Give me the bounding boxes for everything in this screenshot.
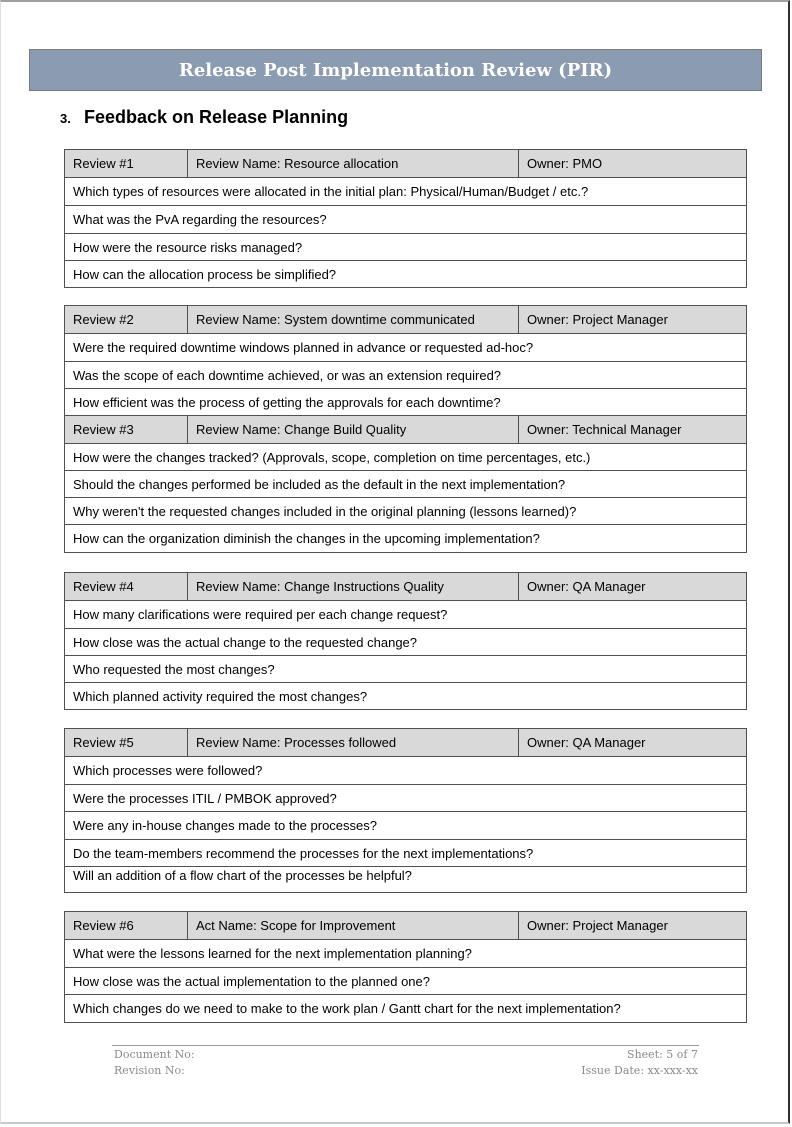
question-text: How were the resource risks managed?	[65, 234, 747, 261]
question-text: How were the changes tracked? (Approvals, scope, completion on time percentages, etc.)	[65, 444, 747, 471]
question-text: Were the required downtime windows planned in advance or requested ad-hoc?	[65, 334, 747, 362]
question-text: Which processes were followed?	[65, 757, 747, 785]
question-row	[65, 995, 747, 1023]
question-row	[65, 812, 747, 840]
document-title: Release Post Implementation Review (PIR)	[178, 59, 613, 81]
question-row	[65, 629, 747, 656]
question-text: How close was the actual change to the requested change?	[65, 629, 747, 656]
question-text: How can the allocation process be simplified?	[65, 261, 747, 288]
question-text: Was the scope of each downtime achieved, or was an extension required?	[65, 362, 747, 389]
review-id: Review #2	[65, 306, 188, 334]
question-text: What were the lessons learned for the next implementation planning?	[65, 940, 747, 968]
question-text: Should the changes performed be included as the default in the next implementation?	[65, 471, 747, 498]
review-id: Review #5	[65, 729, 188, 757]
review-name: Review Name: Processes followed	[188, 729, 519, 757]
question-text: Were any in-house changes made to the processes?	[65, 812, 747, 840]
question-row	[65, 601, 747, 629]
footer-divider	[112, 1045, 699, 1046]
review-id: Review #3	[65, 416, 188, 444]
question-row	[65, 362, 747, 389]
question-row	[65, 840, 747, 867]
review-id: Review #1	[65, 150, 188, 178]
review-header-row	[65, 306, 747, 334]
document-title-banner	[29, 49, 762, 91]
question-row	[65, 178, 747, 206]
question-text: Which changes do we need to make to the work plan / Gantt chart for the next implementation?	[65, 995, 747, 1023]
sheet-number: Sheet: 5 of 7	[627, 1048, 698, 1061]
review-owner: Owner: QA Manager	[519, 573, 747, 601]
footer-right	[581, 1047, 698, 1079]
review-owner: Owner: Technical Manager	[519, 416, 747, 444]
question-text: How close was the actual implementation to the planned one?	[65, 968, 747, 995]
section-heading	[60, 107, 348, 128]
question-row	[65, 471, 747, 498]
review-name: Act Name: Scope for Improvement	[188, 912, 519, 940]
review-header-row	[65, 729, 747, 757]
question-text: Why weren't the requested changes included in the original planning (lessons learned)?	[65, 498, 747, 525]
review-name: Review Name: Change Instructions Quality	[188, 573, 519, 601]
question-row	[65, 867, 747, 893]
document-number: Document No:	[114, 1048, 195, 1061]
question-text: How can the organization diminish the changes in the upcoming implementation?	[65, 525, 747, 553]
review-owner: Owner: QA Manager	[519, 729, 747, 757]
review-name: Review Name: System downtime communicated	[188, 306, 519, 334]
review-table-1	[64, 149, 747, 288]
review-owner: Owner: PMO	[519, 150, 747, 178]
question-text: Were the processes ITIL / PMBOK approved?	[65, 785, 747, 812]
review-owner: Owner: Project Manager	[519, 912, 747, 940]
review-table-6	[64, 911, 747, 1023]
review-id: Review #6	[65, 912, 188, 940]
review-owner: Owner: Project Manager	[519, 306, 747, 334]
question-row	[65, 525, 747, 553]
question-text: Who requested the most changes?	[65, 656, 747, 683]
question-row	[65, 785, 747, 812]
question-row	[65, 968, 747, 995]
question-text: How efficient was the process of getting the approvals for each downtime?	[65, 389, 747, 416]
question-row	[65, 334, 747, 362]
question-row	[65, 656, 747, 683]
revision-number: Revision No:	[114, 1064, 185, 1077]
question-text: How many clarifications were required per each change request?	[65, 601, 747, 629]
question-row	[65, 444, 747, 471]
question-text: Will an addition of a flow chart of the processes be helpful?	[65, 867, 747, 893]
review-table-2-3	[64, 305, 747, 553]
review-name: Review Name: Resource allocation	[188, 150, 519, 178]
review-header-row	[65, 416, 747, 444]
question-text: Do the team-members recommend the processes for the next implementations?	[65, 840, 747, 867]
question-row	[65, 940, 747, 968]
footer-left	[114, 1047, 195, 1079]
review-table-5	[64, 728, 747, 893]
review-id: Review #4	[65, 573, 188, 601]
review-table-4	[64, 572, 747, 710]
question-text: Which types of resources were allocated in the initial plan: Physical/Human/Budget / etc.?	[65, 178, 747, 206]
question-text: Which planned activity required the most changes?	[65, 683, 747, 710]
issue-date: Issue Date: xx-xxx-xx	[581, 1064, 698, 1077]
review-header-row	[65, 150, 747, 178]
question-row	[65, 389, 747, 416]
question-row	[65, 234, 747, 261]
question-row	[65, 261, 747, 288]
review-header-row	[65, 912, 747, 940]
review-name: Review Name: Change Build Quality	[188, 416, 519, 444]
section-title: Feedback on Release Planning	[84, 107, 349, 127]
question-row	[65, 498, 747, 525]
question-row	[65, 683, 747, 710]
question-text: What was the PvA regarding the resources?	[65, 206, 747, 234]
section-number: 3.	[60, 111, 71, 126]
review-header-row	[65, 573, 747, 601]
question-row	[65, 206, 747, 234]
question-row	[65, 757, 747, 785]
